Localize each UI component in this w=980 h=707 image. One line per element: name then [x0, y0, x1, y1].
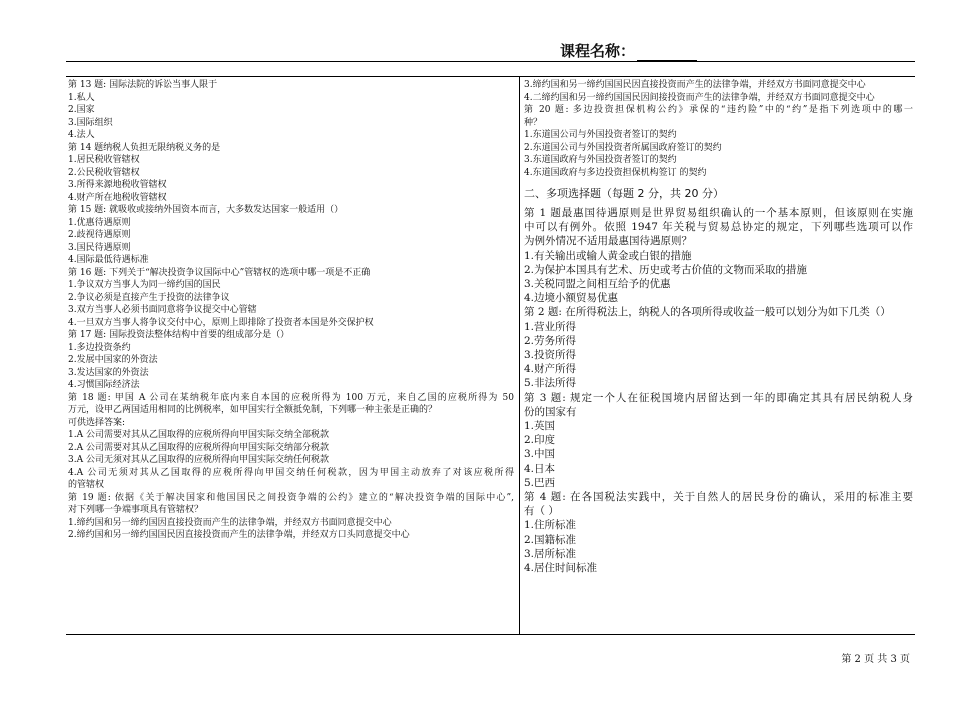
question-line: 5.非法所得 [524, 377, 577, 390]
page-footer: 第 2 页 共 3 页 [841, 654, 910, 665]
right-column-continued-questions [524, 79, 913, 179]
question-line: 3.国民待遇原则 [68, 242, 131, 253]
question-line: 1.住所标准 [524, 519, 577, 532]
question-line: 的管辖权 [68, 480, 105, 490]
question-line: 第 2 题: 在所得税法上，纳税人的各项所得或收益一般可以划分为如下几类（） [524, 306, 891, 319]
question-line: 3.所得来源地税收管辖权 [68, 180, 167, 190]
question-line: 第 15 题: 就吸收或接纳外国资本而言，大多数发达国家一般适用（） [68, 205, 344, 215]
question-line: 4.边境小额贸易优惠 [524, 292, 619, 305]
question-line: 1.多边投资条约 [68, 342, 131, 353]
question-line: 中可以有例外。依照 1947 年关税与贸易总协定的规定，下列哪些选项可以作 [524, 221, 913, 234]
question-line: 第 16 题: 下列关于“解决投资争议国际中心”管辖权的选项中哪一项是不正确 [68, 267, 371, 278]
question-line: 万元，设甲乙两国适用相同的比例税率，如甲国实行全额抵免制，下列哪一种主张是正确的？ [68, 405, 438, 415]
question-line: 4.财产所在地税收管辖权 [68, 192, 167, 203]
question-line: 2.劳务所得 [524, 334, 577, 347]
question-line: 4.一旦双方当事人将争议交付中心，原则上即排除了投资者本国是外交保护权 [68, 317, 374, 328]
exam-content-box [66, 76, 915, 635]
header-rule [66, 61, 915, 62]
question-line: 2.缔约国和另一缔约国国民因直接投资而产生的法律争端，并经双方口头同意提交中心 [68, 530, 410, 540]
question-line: 3.双方当事人必须书面同意将争议提交中心管辖 [68, 305, 257, 315]
question-line: 2.国籍标准 [524, 533, 577, 546]
question-line: 3.中国 [524, 448, 556, 461]
course-name-blank [637, 44, 697, 61]
question-line: 份的国家有 [524, 405, 577, 418]
question-line: 第 18 题: 甲国 A 公司在某纳税年底内来自本国的应税所得为 100 万元，来自乙国的应税所得为 50 [68, 392, 514, 403]
course-name-header [560, 40, 697, 61]
question-line: 3.发达国家的外资法 [68, 367, 149, 378]
question-line: 1.东道国公司与外国投资者签订的契约 [524, 130, 677, 140]
multiple-choice-questions [524, 206, 913, 575]
question-line: 第 14 题纳税人负担无限纳税义务的是 [68, 142, 221, 153]
question-line: 1.争议双方当事人为同一缔约国的国民 [68, 280, 221, 290]
right-column [524, 79, 913, 575]
question-line: 1.居民税收管辖权 [68, 155, 140, 165]
question-line: 2.发展中国家的外资法 [68, 355, 158, 365]
question-line: 1.私人 [68, 92, 95, 103]
column-divider [519, 77, 520, 634]
question-line: 4.A 公司无须对其从乙国取得的应税所得向甲国交纳任何税款，因为甲国主动放弃了对该应税所得 [68, 467, 514, 478]
question-line: 3.居所标准 [524, 547, 577, 560]
question-line: 第 19 题: 依据《关于解决国家和他国国民之间投资争端的公约》建立的“解决投资争端的国际中心”, [68, 492, 514, 503]
question-line: 1.有关输出或输人黄金或白银的措施 [524, 249, 692, 262]
question-line: 2.东道国公司与外国投资者所属国政府签订的契约 [524, 142, 722, 153]
question-line: 4.东道国政府与多边投资担保机构签订 的契约 [524, 167, 707, 178]
question-line: 第 3 题: 规定一个人在征税国境内居留达到一年的即确定其具有居民纳税人身 [524, 391, 913, 404]
question-line: 2.争议必须是直接产生于投资的法律争议 [68, 292, 230, 303]
question-line: 4.日本 [524, 462, 556, 475]
question-line: 3.国际组织 [68, 117, 113, 128]
question-line: 2.公民税收管辖权 [68, 167, 140, 178]
section-title-multiple-choice: 二、多项选择题（每题 2 分，共 20 分） [524, 187, 724, 200]
left-column [68, 79, 514, 542]
question-line: 3.关税同盟之间相互给予的优惠 [524, 278, 671, 291]
question-line: 4.习惯国际经济法 [68, 380, 140, 390]
question-line: 第 17 题: 国际投资法整体结构中首要的组成部分是（） [68, 330, 290, 340]
course-name-label: 课程名称： [560, 42, 636, 60]
question-line: 2.为保护本国具有艺术、历史或考古价值的文物而采取的措施 [524, 263, 808, 276]
question-line: 5.巴西 [524, 476, 556, 489]
question-line: 4.财产所得 [524, 363, 577, 376]
question-line: 可供选择答案: [68, 417, 126, 428]
question-line: 1.A 公司需要对其从乙国取得的应税所得向甲国实际交纳全部税款 [68, 430, 329, 440]
question-line: 1.优惠待遇原则 [68, 217, 131, 228]
question-line: 第 1 题最惠国待遇原则是世界贸易组织确认的一个基本原则，但该原则在实施 [524, 207, 913, 219]
question-line: 种？ [524, 117, 543, 128]
question-line: 4.居住时间标准 [524, 562, 598, 575]
question-line: 第 13 题: 国际法院的诉讼当事人限于 [68, 80, 218, 90]
question-line: 对下列哪一争端事项具有管辖权？ [68, 505, 204, 515]
question-line: 4.国际最低待遇标准 [68, 255, 149, 265]
question-line: 为例外情况不适用最惠国待遇原则？ [524, 235, 692, 248]
question-line: 第 4 题: 在各国税法实践中，关于自然人的居民身份的确认，采用的标准主要 [524, 491, 913, 504]
question-line: 4.二缔约国和另一缔约国国民因间接投资而产生的法律争端，并经双方书面同意提交中心 [524, 92, 875, 103]
question-line: 2.歧视待遇原则 [68, 230, 131, 240]
question-line: 有（ ） [524, 505, 559, 518]
question-line: 4.法人 [68, 130, 95, 140]
question-line: 2.印度 [524, 434, 556, 447]
question-line: 3.投资所得 [524, 349, 577, 362]
question-line: 第 20 题: 多边投资担保机构公约》承保的“违约险”中的“约”是指下列选项中的哪一 [524, 105, 913, 115]
question-line: 3.东道国政府与外国投资者签订的契约 [524, 155, 677, 165]
question-line: 2.A 公司需要对其从乙国取得的应税所得向甲国实际交纳部分税款 [68, 442, 329, 453]
question-line: 1.营业所得 [524, 320, 577, 333]
question-line: 3.A 公司无须对其从乙国取得的应税所得向甲国实际交纳任何税款 [68, 455, 329, 465]
question-line: 1.英国 [524, 420, 556, 433]
question-line: 3.缔约国和另一缔约国国民因直接投资而产生的法律争端，并经双方书面同意提交中心 [524, 80, 866, 90]
question-line: 2.国家 [68, 105, 95, 115]
question-line: 1.缔约国和另一缔约国因直接投资而产生的法律争端，并经双方书面同意提交中心 [68, 517, 392, 528]
